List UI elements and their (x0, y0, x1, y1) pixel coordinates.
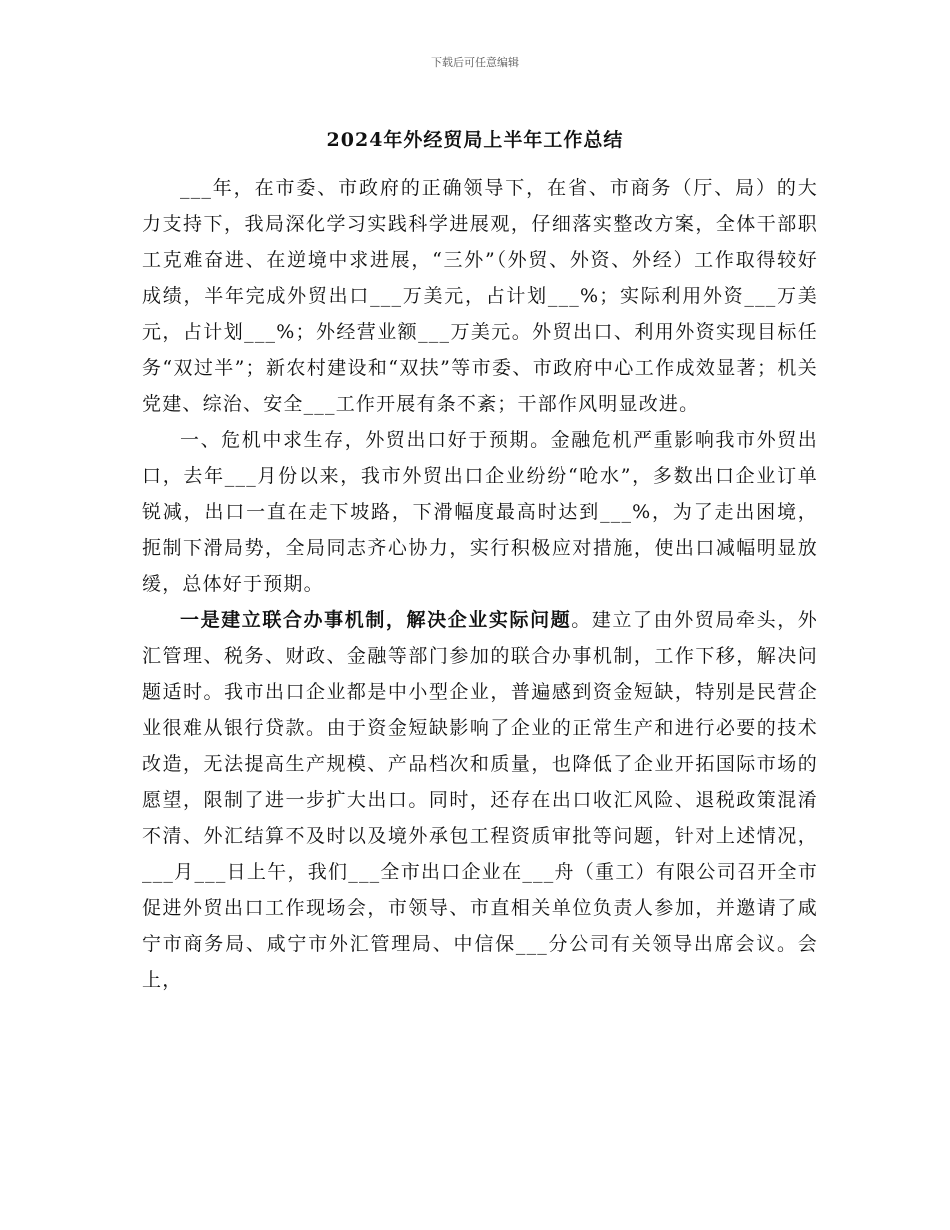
header-note: 下载后可任意编辑 (431, 56, 519, 69)
paragraph-lead-bold: 一是建立联合办事机制，解决企业实际问题 (180, 609, 572, 631)
document-title: 2024年外经贸局上半年工作总结 (326, 129, 624, 151)
paragraph-intro: ___年，在市委、市政府的正确领导下，在省、市商务（厅、局）的大力支持下，我局深化学习实践科学进展观，仔细落实整改方案，全体干部职工克难奋进、在逆境中求进展，“三外”（外贸、外资、外经）工作取得较好成绩，半年完成外贸出口___万美元，占计划___%；实际利用外资___万美元，占计划___%；外经营业额___万美元。外贸出口、利用外资实现目标任务“双过半”；新农村建设和“双扶”等市委、市政府中心工作成效显著；机关党建、综治、安全___工作开展有条不紊；干部作风明显改进。 (142, 177, 818, 415)
paragraph-section-one: 一、危机中求生存，外贸出口好于预期。金融危机严重影响我市外贸出口，去年___月份以来，我市外贸出口企业纷纷“呛水”，多数出口企业订单锐减，出口一直在走下坡路，下滑幅度最高时达到___%，为了走出困境，扼制下滑局势，全局同志齐心协力，实行积极应对措施，使出口减幅明显放缓，总体好于预期。 (142, 429, 818, 595)
paragraph-measure-one (142, 602, 818, 998)
paragraph-measure-one-text: 。建立了由外贸局牵头，外汇管理、税务、财政、金融等部门参加的联合办事机制，工作下移，解决问题适时。我市出口企业都是中小型企业，普遍感到资金短缺，特别是民营企业很难从银行贷款。由于资金短缺影响了企业的正常生产和进行必要的技术改造，无法提高生产规模、产品档次和质量，也降低了企业开拓国际市场的愿望，限制了进一步扩大出口。同时，还存在出口收汇风险、退税政策混淆不清、外汇结算不及时以及境外承包工程资质审批等问题，针对上述情况，___月___日上午，我们___全市出口企业在___舟（重工）有限公司召开全市促进外贸出口工作现场会，市领导、市直相关单位负责人参加，并邀请了咸宁市商务局、咸宁市外汇管理局、中信保___分公司有关领导出席会议。会上， (142, 609, 818, 991)
document-body (142, 170, 818, 998)
